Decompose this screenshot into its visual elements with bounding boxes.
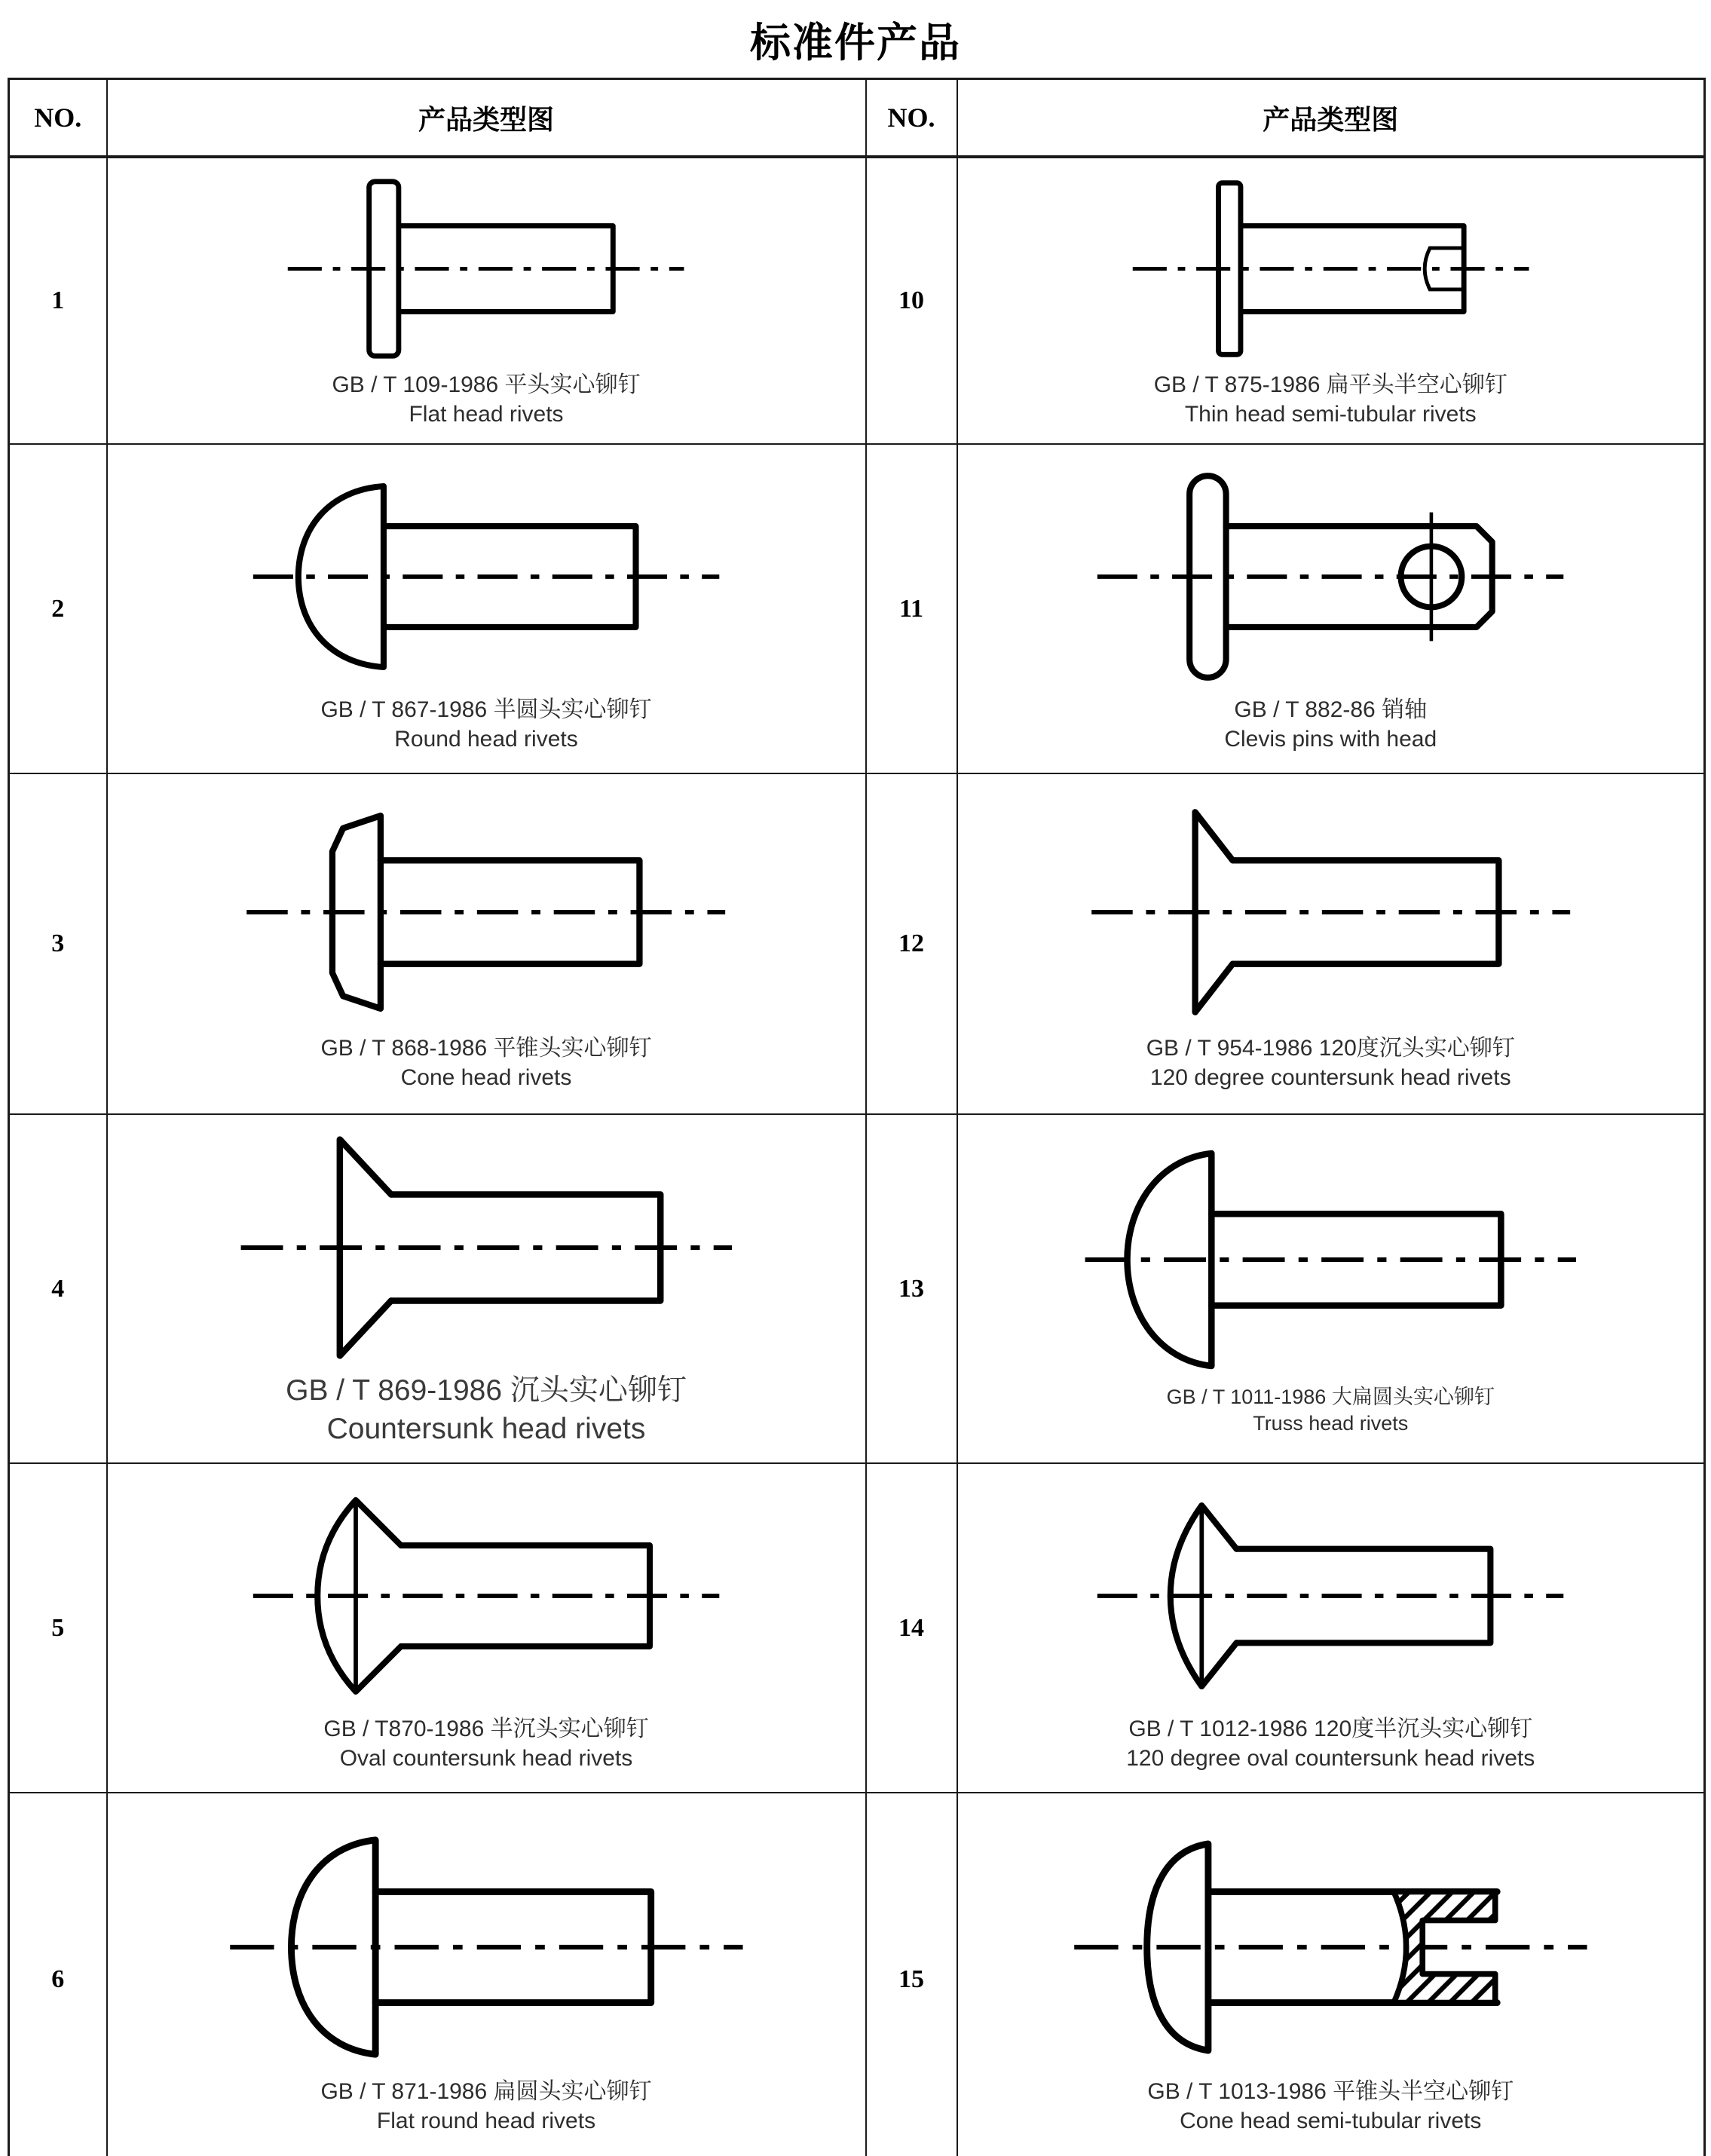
caption-en: Flat round head rivets [376,2109,596,2134]
diagram-cell [957,444,1705,773]
flat-head-rivet-drawing [108,173,865,369]
caption [108,2077,865,2136]
caption-en: Flat head rivets [409,402,564,427]
caption-cn: GB / T870-1986 半沉头实心铆钉 [323,1717,649,1741]
row-number: 14 [866,1463,957,1793]
caption-en: Thin head semi-tubular rivets [1184,402,1477,427]
caption [958,370,1704,429]
row-number: 12 [866,773,957,1114]
caption-cn: GB / T 867-1986 半圆头实心铆钉 [320,697,652,722]
caption [958,1714,1704,1773]
caption-en: Clevis pins with head [1224,727,1437,752]
diagram-cell [957,773,1705,1114]
row-number: 13 [866,1114,957,1463]
caption-cn: GB / T 109-1986 平头实心铆钉 [332,372,641,397]
caption-en: Round head rivets [394,727,578,752]
row-number: 5 [9,1463,107,1793]
caption-cn: GB / T 869-1986 沉头实心铆钉 [286,1374,687,1407]
countersunk-head-rivet-drawing [108,1129,865,1370]
caption [958,695,1704,754]
caption-cn: GB / T 875-1986 扁平头半空心铆钉 [1153,372,1507,397]
table-row [9,1793,1705,2156]
diagram-cell [107,157,866,444]
row-number: 11 [866,444,957,773]
diagram-cell [957,157,1705,444]
caption-cn: GB / T 868-1986 平锥头实心铆钉 [320,1035,652,1061]
caption-cn: GB / T 954-1986 120度沉头实心铆钉 [1146,1035,1515,1061]
caption-cn: GB / T 1012-1986 120度半沉头实心铆钉 [1128,1717,1533,1741]
caption [108,1714,865,1773]
caption [108,695,865,754]
row-number: 3 [9,773,107,1114]
row-number: 10 [866,157,957,444]
diagram-cell [107,444,866,773]
table-row [9,1114,1705,1463]
caption [108,1372,865,1448]
caption-en: Truss head rivets [1253,1412,1409,1435]
caption-en: 120 degree countersunk head rivets [1149,1064,1511,1090]
diagram-cell [107,1793,866,2156]
row-number: 4 [9,1114,107,1463]
caption-cn: GB / T 871-1986 扁圆头实心铆钉 [320,2079,652,2105]
caption-cn: GB / T 1013-1986 平锥头半空心铆钉 [1147,2079,1514,2105]
clevis-pin-drawing [958,464,1704,694]
row-number: 2 [9,444,107,773]
standard-parts-table [8,78,1706,2156]
diagram-cell [107,773,866,1114]
caption-cn: GB / T 1011-1986 大扁圆头实心铆钉 [1166,1385,1495,1408]
diagram-cell [957,1463,1705,1793]
caption [958,1384,1704,1437]
cone-head-rivet-drawing [108,796,865,1032]
cone-head-semi-tubular-rivet-drawing [958,1823,1704,2075]
table-row [9,444,1705,773]
row-number: 6 [9,1793,107,2156]
table-row [9,157,1705,444]
header-diagram-right: 产品类型图 [957,79,1705,158]
round-head-rivet-drawing [108,464,865,694]
header-diagram-left: 产品类型图 [107,79,866,158]
row-number: 1 [9,157,107,444]
caption-cn: GB / T 882-86 销轴 [1234,697,1428,722]
caption [958,2077,1704,2136]
diagram-cell [957,1114,1705,1463]
header-no-right: NO. [866,79,957,158]
table-row [9,773,1705,1114]
thin-head-semi-tubular-rivet-drawing [958,173,1704,369]
diagram-cell [957,1793,1705,2156]
flat-round-head-rivet-drawing [108,1823,865,2075]
caption-en: Countersunk head rivets [326,1413,646,1445]
header-no-left: NO. [9,79,107,158]
caption [108,1034,865,1092]
row-number: 15 [866,1793,957,2156]
table-row [9,1463,1705,1793]
table-header-row [9,79,1705,158]
countersunk-120-rivet-drawing [958,796,1704,1032]
caption [958,1034,1704,1092]
caption [108,370,865,429]
oval-countersunk-120-rivet-drawing [958,1483,1704,1713]
truss-head-rivet-drawing [958,1141,1704,1383]
caption-en: 120 degree oval countersunk head rivets [1126,1746,1535,1771]
caption-en: Cone head rivets [400,1064,572,1090]
caption-en: Oval countersunk head rivets [339,1746,633,1771]
diagram-cell [107,1114,866,1463]
caption-en: Cone head semi-tubular rivets [1180,2109,1482,2134]
diagram-cell [107,1463,866,1793]
page-title: 标准件产品 [750,20,961,66]
oval-countersunk-rivet-drawing [108,1483,865,1713]
